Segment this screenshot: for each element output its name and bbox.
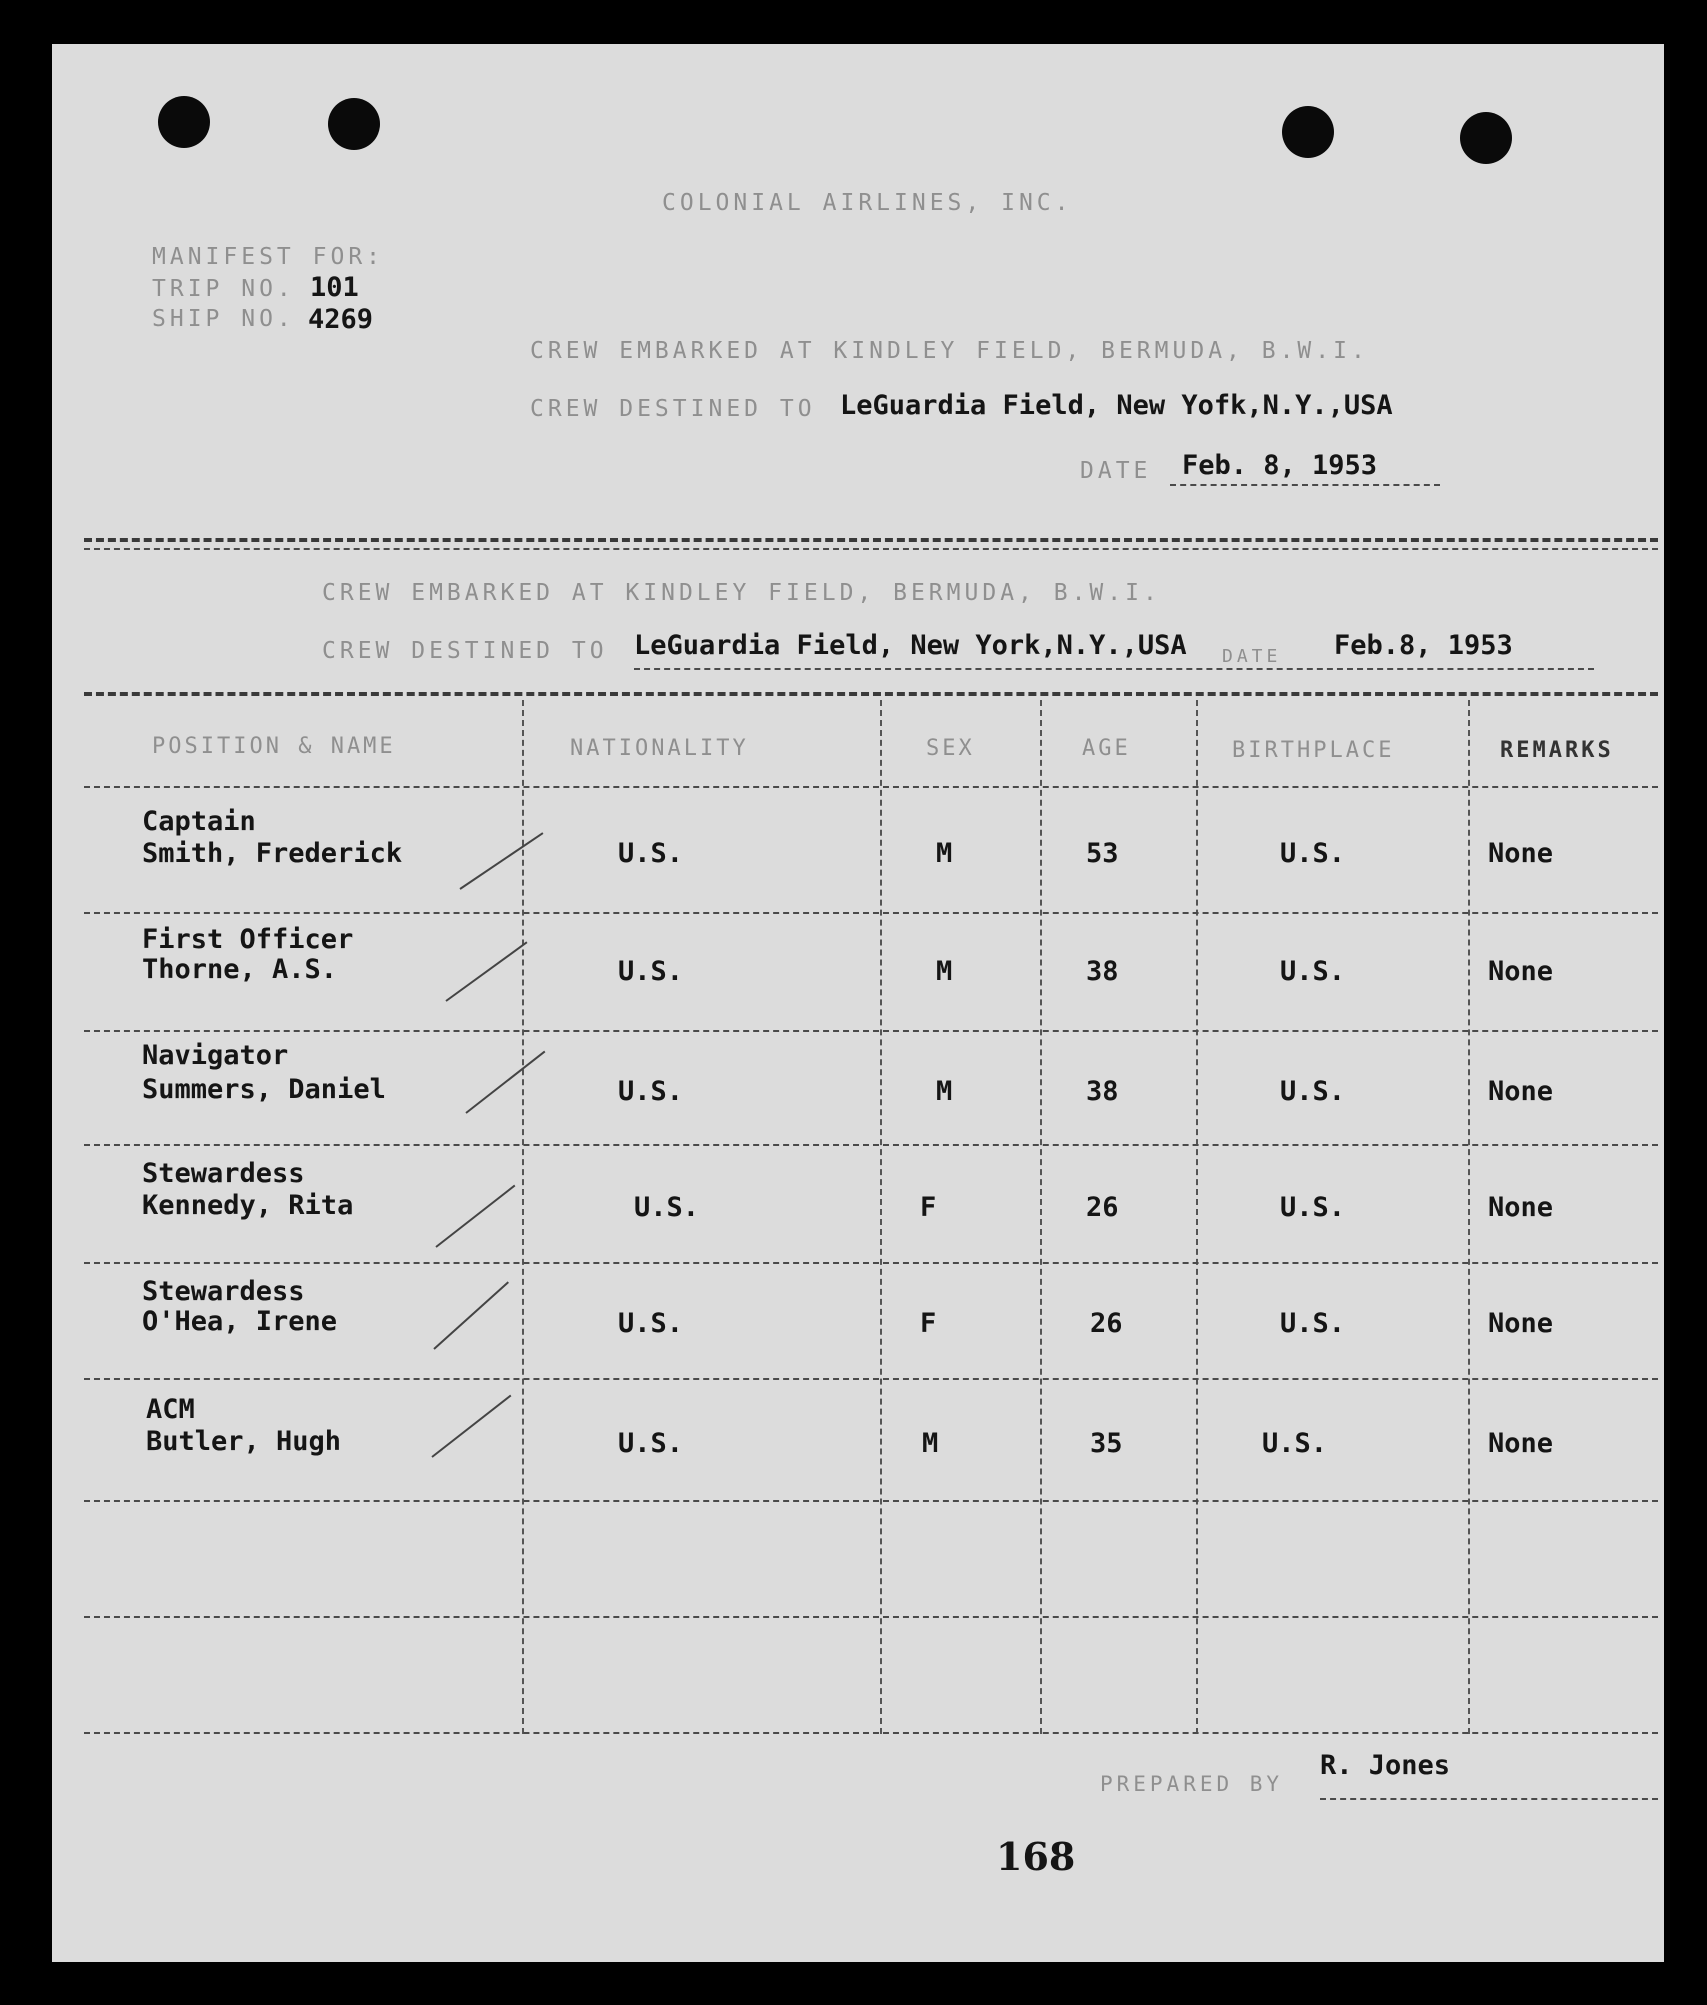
crew-name: O'Hea, Irene — [142, 1306, 338, 1337]
crew-name: Kennedy, Rita — [142, 1190, 354, 1221]
manifest-label: MANIFEST FOR: — [152, 244, 385, 270]
crew-position: Navigator — [142, 1040, 289, 1071]
crew-position: Stewardess — [142, 1158, 305, 1189]
row-border — [84, 1030, 1658, 1032]
crew-name: Thorne, A.S. — [142, 954, 338, 985]
crew-nationality: U.S. — [618, 838, 684, 869]
crew-sex: F — [920, 1308, 937, 1339]
row-border — [84, 912, 1658, 914]
crew-nationality: U.S. — [618, 956, 684, 987]
punch-hole — [328, 98, 380, 150]
row-border — [84, 1144, 1658, 1146]
row-border — [84, 1262, 1658, 1264]
crew-sex: M — [936, 956, 953, 987]
crew-nationality: U.S. — [618, 1308, 684, 1339]
upper-destination: LeGuardia Field, New Yofk,N.Y.,USA — [840, 390, 1393, 421]
table-header-border — [84, 786, 1658, 788]
column-divider — [1468, 700, 1470, 1734]
crew-age: 38 — [1086, 956, 1119, 987]
lower-embarked: CREW EMBARKED AT KINDLEY FIELD, BERMUDA, B.W.I. — [322, 580, 1161, 606]
page-number: 168 — [996, 1834, 1076, 1879]
divider — [84, 548, 1658, 550]
column-header: POSITION & NAME — [152, 734, 396, 759]
crew-birthplace: U.S. — [1262, 1428, 1328, 1459]
ship-number: 4269 — [308, 304, 374, 335]
crew-nationality: U.S. — [618, 1076, 684, 1107]
lower-date-label: DATE — [1222, 646, 1282, 667]
signature-line — [1320, 1798, 1658, 1800]
column-header: AGE — [1082, 736, 1131, 761]
row-border — [84, 1500, 1658, 1502]
column-header: SEX — [926, 736, 975, 761]
crew-age: 26 — [1090, 1308, 1123, 1339]
lower-date: Feb.8, 1953 — [1334, 630, 1513, 661]
crew-birthplace: U.S. — [1280, 1076, 1346, 1107]
row-border — [84, 1378, 1658, 1380]
crew-age: 53 — [1086, 838, 1119, 869]
divider — [84, 538, 1658, 542]
crew-birthplace: U.S. — [1280, 1308, 1346, 1339]
column-header: BIRTHPLACE — [1232, 738, 1395, 763]
column-header: REMARKS — [1500, 738, 1614, 763]
crew-nationality: U.S. — [634, 1192, 700, 1223]
upper-date: Feb. 8, 1953 — [1182, 450, 1378, 481]
punch-hole — [158, 96, 210, 148]
column-divider — [1040, 700, 1042, 1734]
upper-date-label: DATE — [1080, 458, 1152, 484]
crew-birthplace: U.S. — [1280, 956, 1346, 987]
crew-name: Summers, Daniel — [142, 1074, 386, 1105]
trip-label: TRIP NO. — [152, 276, 295, 302]
prepared-by-label: PREPARED BY — [1100, 1772, 1284, 1796]
crew-sex: F — [920, 1192, 937, 1223]
date-underline — [634, 668, 1594, 670]
date-underline — [1170, 484, 1440, 486]
row-border — [84, 1616, 1658, 1618]
crew-remarks: None — [1488, 1076, 1554, 1107]
crew-nationality: U.S. — [618, 1428, 684, 1459]
table-top-border — [84, 692, 1658, 696]
crew-position: Captain — [142, 806, 256, 837]
airline-name: COLONIAL AIRLINES, INC. — [662, 190, 1073, 216]
table-bottom-border — [84, 1732, 1658, 1734]
crew-remarks: None — [1488, 1308, 1554, 1339]
crew-birthplace: U.S. — [1280, 1192, 1346, 1223]
crew-remarks: None — [1488, 1192, 1554, 1223]
prepared-by-name: R. Jones — [1320, 1750, 1451, 1781]
crew-position: First Officer — [142, 924, 354, 955]
punch-hole — [1460, 112, 1512, 164]
upper-destined-label: CREW DESTINED TO — [530, 396, 816, 422]
ship-label: SHIP NO. — [152, 306, 295, 332]
lower-destination: LeGuardia Field, New York,N.Y.,USA — [634, 630, 1187, 661]
crew-remarks: None — [1488, 838, 1554, 869]
crew-position: ACM — [146, 1394, 195, 1425]
crew-sex: M — [922, 1428, 939, 1459]
column-divider — [880, 700, 882, 1734]
crew-age: 38 — [1086, 1076, 1119, 1107]
crew-position: Stewardess — [142, 1276, 305, 1307]
crew-age: 35 — [1090, 1428, 1123, 1459]
upper-embarked: CREW EMBARKED AT KINDLEY FIELD, BERMUDA, B.W.I. — [530, 338, 1369, 364]
lower-destined-label: CREW DESTINED TO — [322, 638, 608, 664]
crew-birthplace: U.S. — [1280, 838, 1346, 869]
punch-hole — [1282, 106, 1334, 158]
trip-number: 101 — [310, 272, 359, 303]
crew-remarks: None — [1488, 956, 1554, 987]
crew-sex: M — [936, 838, 953, 869]
crew-sex: M — [936, 1076, 953, 1107]
column-divider — [1196, 700, 1198, 1734]
crew-remarks: None — [1488, 1428, 1554, 1459]
crew-name: Smith, Frederick — [142, 838, 403, 869]
crew-age: 26 — [1086, 1192, 1119, 1223]
column-divider — [522, 700, 524, 1734]
column-header: NATIONALITY — [570, 736, 749, 761]
crew-name: Butler, Hugh — [146, 1426, 342, 1457]
